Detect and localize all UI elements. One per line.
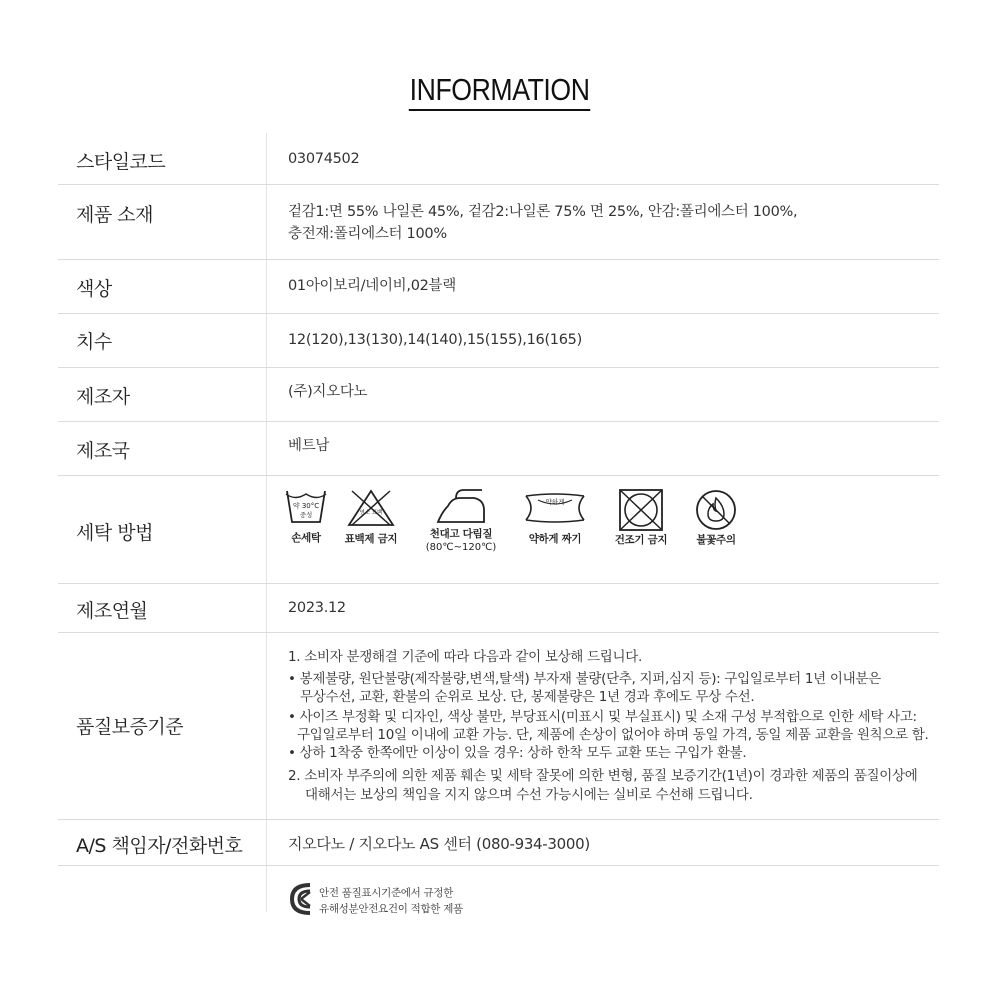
no-bleach-caption: 표백제 금지: [344, 533, 398, 545]
kc-line-1: 안전 품질표시기준에서 규정한: [319, 887, 454, 899]
quality-line: 대해서는 보상의 책임을 지지 않으며 수선 가능시에는 실비로 수선해 드립니다.: [305, 787, 753, 803]
row-maker: [58, 368, 939, 422]
info-table: [58, 133, 939, 866]
flame-caution-caption: 불꽃주의: [696, 534, 736, 546]
style-code-value: 03074502: [288, 151, 360, 167]
quality-line: • 봉제불량, 원단불량(제작불량,변색,탈색) 부자재 불량(단추, 지퍼,심지 등): 구입일로부터 1년 이내분은: [288, 671, 881, 687]
wash-item-no-bleach: [336, 488, 406, 546]
color-value: 01아이보리/네이비,02블랙: [288, 278, 456, 294]
material-value: [288, 201, 797, 245]
gentle-wring-icon: [524, 490, 586, 526]
date-label: 제조연월: [76, 600, 148, 622]
maker-label: 제조자: [76, 386, 130, 408]
material-line-1: 겉감1:면 55% 나일론 45%, 겉감2:나일론 75% 면 25%, 안감:폴리에스터 100%,: [288, 204, 798, 220]
quality-line: 1. 소비자 분쟁해결 기준에 따라 다음과 같이 보상해 드립니다.: [288, 649, 642, 665]
size-value: 12(120),13(130),14(140),15(155),16(165): [288, 332, 582, 348]
wash-item-flame-caution: [686, 488, 746, 547]
quality-line: 2. 소비자 부주의에 의한 제품 훼손 및 세탁 잘못에 의한 변형, 품질 보증기간(1년)이 경과한 제품의 품질이상에: [288, 768, 918, 784]
quality-line: 구입일로부터 10일 이내에 교환 가능. 단, 제품에 손상이 없어야 하며 동일 가격, 동일 제품 교환을 원칙으로 함.: [297, 727, 929, 743]
row-style-code: [58, 133, 939, 185]
gentle-wring-caption: 약하게 짜기: [528, 533, 582, 545]
kc-text: [319, 885, 463, 917]
no-tumble-dry-icon: [618, 488, 664, 532]
row-size: [58, 314, 939, 368]
iron-icon: [434, 486, 488, 526]
hand-wash-icon: [284, 488, 328, 526]
kc-line-2: 유해성분안전요건이 적합한 제품: [319, 903, 463, 915]
quality-line: • 상하 1착중 한쪽에만 이상이 있을 경우: 상하 한착 모두 교환 또는 구입가 환불.: [288, 745, 747, 761]
material-label: 제품 소재: [76, 204, 153, 226]
hand-wash-caption: 손세탁: [291, 532, 321, 544]
maker-value: (주)지오다노: [288, 384, 368, 400]
row-washing: [58, 476, 939, 584]
row-as: [58, 820, 939, 866]
quality-line: 무상수선, 교환, 환불의 순위로 보상. 단, 봉제불량은 1년 경과 후에도 무상 수선.: [300, 689, 755, 705]
kc-certification-icon: [288, 881, 314, 917]
size-label: 치수: [76, 331, 112, 353]
as-label: A/S 책임자/전화번호: [76, 835, 243, 857]
wash-item-hand-wash: [276, 488, 336, 545]
wash-item-gentle-wring: [519, 490, 591, 546]
hand-wash-neutral: 중성: [299, 511, 313, 519]
no-bleach-inner: 염소 표백: [359, 510, 383, 516]
country-value: 베트남: [288, 438, 330, 454]
row-material: [58, 185, 939, 260]
no-bleach-icon: [346, 488, 396, 528]
material-line-2: 충전재:폴리에스터 100%: [288, 226, 447, 242]
quality-label: 품질보증기준: [76, 716, 184, 738]
information-heading: INFORMATION: [409, 72, 591, 111]
gentle-wring-inner: 약하게: [545, 498, 565, 506]
as-value: 지오다노 / 지오다노 AS 센터 (080-934-3000): [288, 835, 590, 853]
row-color: [58, 260, 939, 314]
iron-caption: 천대고 다림질: [429, 528, 493, 540]
date-value: 2023.12: [288, 600, 346, 616]
style-code-label: 스타일코드: [76, 151, 166, 173]
quality-line: • 사이즈 부정확 및 디자인, 색상 불만, 부당표시(미표시 및 부실표시) 및 소재 구성 부적합으로 인한 세탁 사고:: [288, 709, 917, 725]
information-title: [0, 72, 1000, 111]
no-tumble-dry-caption: 건조기 금지: [614, 534, 668, 546]
row-date: [58, 584, 939, 633]
flame-caution-icon: [694, 488, 738, 532]
kc-mark: [288, 881, 463, 921]
row-quality: [58, 633, 939, 820]
washing-label: 세탁 방법: [76, 522, 153, 544]
color-label: 색상: [76, 278, 112, 300]
row-country: [58, 422, 939, 476]
iron-temp-range: (80℃~120℃): [425, 542, 497, 553]
wash-item-iron: [421, 486, 501, 554]
hand-wash-temp: 약 30°C: [292, 502, 320, 510]
wash-item-no-tumble-dry: [606, 488, 676, 547]
country-label: 제조국: [76, 440, 130, 462]
